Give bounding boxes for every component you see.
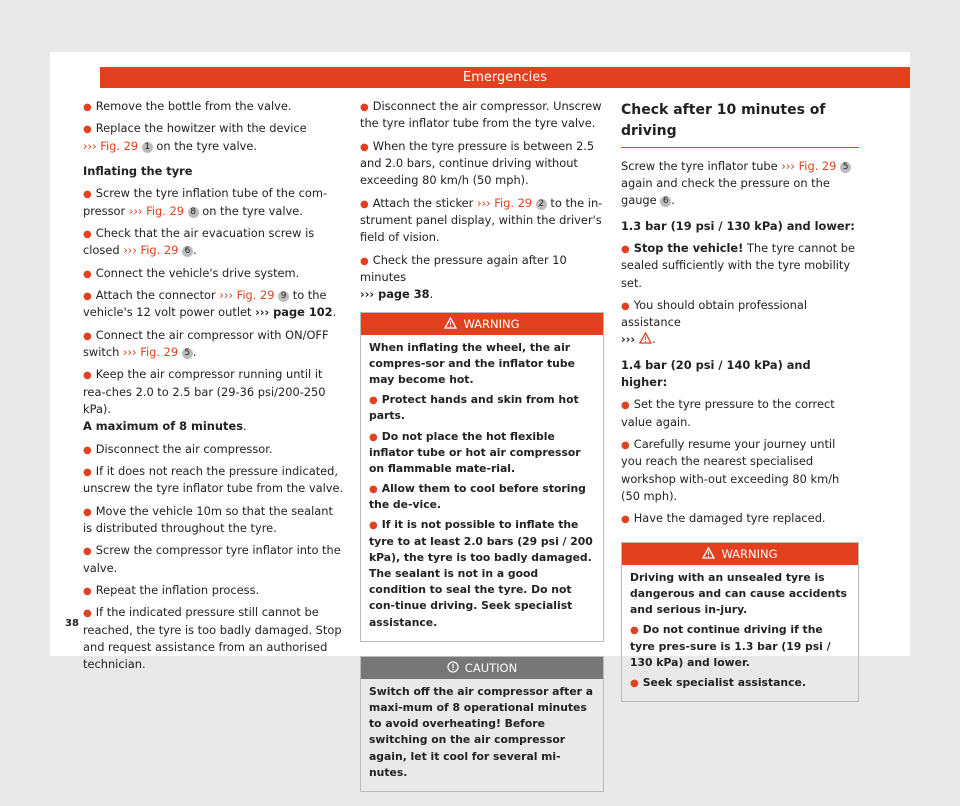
callout-number: 6 <box>660 196 671 207</box>
list-item: ● Carefully resume your journey until you reach the nearest specialised workshop with-out exceeding 80 km/h (50 mph). <box>621 437 840 504</box>
figure-link[interactable]: ››› Fig. 29 <box>123 344 179 359</box>
section-banner: Emergencies <box>100 67 910 88</box>
bullet-icon: ● <box>83 290 92 302</box>
bullet-icon: ● <box>369 520 378 532</box>
bullet-icon: ● <box>621 400 630 412</box>
figure-link[interactable]: ››› Fig. 29 <box>123 243 179 258</box>
callout-number: 1 <box>142 142 153 153</box>
bullet-icon: ● <box>83 370 92 382</box>
figure-link[interactable]: ››› Fig. 29 <box>219 287 275 302</box>
bullet-icon: ● <box>621 243 630 255</box>
list-item: ● Screw the tyre inflation tube of the com-pressor ››› Fig. 29 8 on the tyre valve. <box>83 186 328 218</box>
caution-body: Switch off the air compressor after a maxi-mum of 8 operational minutes to avoid overheating! Before switching on the air compressor again, let it cool for several mi-nutes. <box>369 684 594 779</box>
warning-box <box>360 312 604 642</box>
callout-number: 2 <box>536 199 547 210</box>
callout-number: 8 <box>188 207 199 218</box>
page-link[interactable]: ››› page 38 <box>360 287 430 302</box>
bullet-icon: ● <box>83 268 92 280</box>
bullet-icon: ● <box>630 625 639 637</box>
warning-triangle-icon <box>444 317 457 329</box>
column-right <box>621 98 859 716</box>
list-item: ● Set the tyre pressure to the correct value again. <box>621 397 835 429</box>
list-item: ● Check that the air evacuation screw is closed ››› Fig. 29 6 . <box>83 225 315 258</box>
bullet-icon: ● <box>360 141 369 153</box>
paragraph: Screw the tyre inflator tube ››› Fig. 29 5 again and check the pressure on the gauge 6 . <box>621 158 859 210</box>
bullet-icon: ● <box>83 124 92 136</box>
page-number: 38 <box>65 618 79 629</box>
list-item: ● Attach the connector ››› Fig. 29 9 to the vehicle's 12 volt power outlet ››› page 102. <box>83 287 337 320</box>
list-item: ● Connect the air compressor with ON/OFF switch ››› Fig. 29 5 . <box>83 327 329 359</box>
manual-page <box>50 52 910 779</box>
warning-triangle-icon <box>639 332 652 344</box>
subheading: 1.3 bar (19 psi / 130 kPa) and lower: <box>621 218 855 233</box>
list-item: ● You should obtain professional assistance ››› . <box>621 297 808 347</box>
list-item: ● Disconnect the air compressor. <box>83 441 273 456</box>
bullet-icon: ● <box>369 395 378 407</box>
list-item: ● Remove the bottle from the valve. <box>83 99 292 113</box>
list-item: ● Check the pressure again after 10 minutes ››› page 38. <box>360 252 567 302</box>
subheading: Inflating the tyre <box>83 163 193 178</box>
list-item: ● Connect the vehicle's drive system. <box>83 265 300 280</box>
info-circle-icon <box>447 661 459 673</box>
list-item: ● Replace the howitzer with the device ››› Fig. 29 1 on the tyre valve. <box>83 121 307 153</box>
column-middle <box>360 98 604 806</box>
list-item: ● If the indicated pressure still cannot be reached, the tyre is too badly damaged. Stop and request assistance from an authorised technician. <box>83 605 342 672</box>
column-left <box>83 98 345 679</box>
list-item: ● Screw the compressor tyre inflator into the valve. <box>83 543 341 575</box>
bullet-icon: ● <box>83 189 92 201</box>
subheading: 1.4 bar (20 psi / 140 kPa) and higher: <box>621 357 811 390</box>
warning-header: WARNING <box>361 313 603 335</box>
list-item: ● Stop the vehicle! The tyre cannot be sealed sufficiently with the tyre mobility set. <box>621 240 856 290</box>
callout-number: 5 <box>840 162 851 173</box>
list-item: ● Disconnect the air compressor. Unscrew the tyre inflator tube from the tyre valve. <box>360 99 602 131</box>
bullet-icon: ● <box>630 677 639 689</box>
figure-link[interactable]: ››› Fig. 29 <box>83 138 139 153</box>
page-link[interactable]: ››› page 102 <box>255 305 333 320</box>
callout-number: 5 <box>182 348 193 359</box>
warning-triangle-icon <box>702 547 715 559</box>
callout-number: 6 <box>182 246 193 257</box>
bullet-icon: ● <box>369 484 378 496</box>
figure-link[interactable]: ››› Fig. 29 <box>128 203 184 218</box>
figure-link[interactable]: ››› Fig. 29 <box>477 195 533 210</box>
bullet-icon: ● <box>83 608 92 620</box>
bullet-icon: ● <box>83 546 92 558</box>
bullet-icon: ● <box>621 514 630 526</box>
figure-link[interactable]: ››› Fig. 29 <box>781 158 837 173</box>
list-item: ● Attach the sticker ››› Fig. 29 2 to the in-strument panel display, within the driver's field of vision. <box>360 195 603 245</box>
list-item: ● When the tyre pressure is between 2.5 and 2.0 bars, continue driving without exceeding 80 km/h (50 mph). <box>360 138 595 188</box>
bullet-icon: ● <box>83 444 92 456</box>
bullet-icon: ● <box>83 330 92 342</box>
list-item: ● Repeat the inflation process. <box>83 582 260 597</box>
bullet-icon: ● <box>360 198 369 210</box>
bullet-icon: ● <box>369 431 378 443</box>
bullet-icon: ● <box>83 466 92 478</box>
warning-header: WARNING <box>622 543 858 565</box>
warning-box <box>621 542 859 702</box>
bullet-icon: ● <box>83 506 92 518</box>
caution-header: CAUTION <box>361 657 603 679</box>
list-item: ● Move the vehicle 10m so that the sealant is distributed throughout the tyre. <box>83 503 333 535</box>
list-item: ● If it does not reach the pressure indicated, unscrew the tyre inflator tube from the valve. <box>83 463 344 496</box>
bullet-icon: ● <box>360 255 369 267</box>
bullet-icon: ● <box>83 102 92 113</box>
section-heading: Check after 10 minutes of driving <box>621 100 859 148</box>
warning-body: When inflating the wheel, the air compres-sor and the inflator tube may become hot. ● Protect hands and skin from hot parts. ● Do not place the hot flexible inflator tube or hot air compressor on flammable mate-rial. ● Allow them to cool before storing the de-vice. ● If it is not possible to inflate the tyre to at least 2.0 bars (29 psi / 200 kPa), the tyre is too badly damaged. The sealant is not in a good condition to seal the tyre. Do not con-tinue driving. Seek specialist assistance. <box>369 340 593 629</box>
warning-link[interactable]: ››› <box>621 332 652 346</box>
bullet-icon: ● <box>360 102 369 113</box>
caution-box <box>360 656 604 792</box>
callout-number: 9 <box>278 291 289 302</box>
warning-body: Driving with an unsealed tyre is dangerous and can cause accidents and serious in-jury. ● Do not continue driving if the tyre pres-sure is 1.3 bar (19 psi / 130 kPa) and lower. ● Seek specialist assistance. <box>630 570 847 689</box>
bullet-icon: ● <box>83 585 92 597</box>
list-item: ● Have the damaged tyre replaced. <box>621 511 826 526</box>
bullet-icon: ● <box>83 228 92 240</box>
bullet-icon: ● <box>621 300 630 312</box>
bullet-icon: ● <box>621 440 630 452</box>
list-item: ● Keep the air compressor running until it rea-ches 2.0 to 2.5 bar (29-36 psi/200-250 kPa). A maximum of 8 minutes. <box>83 367 326 434</box>
